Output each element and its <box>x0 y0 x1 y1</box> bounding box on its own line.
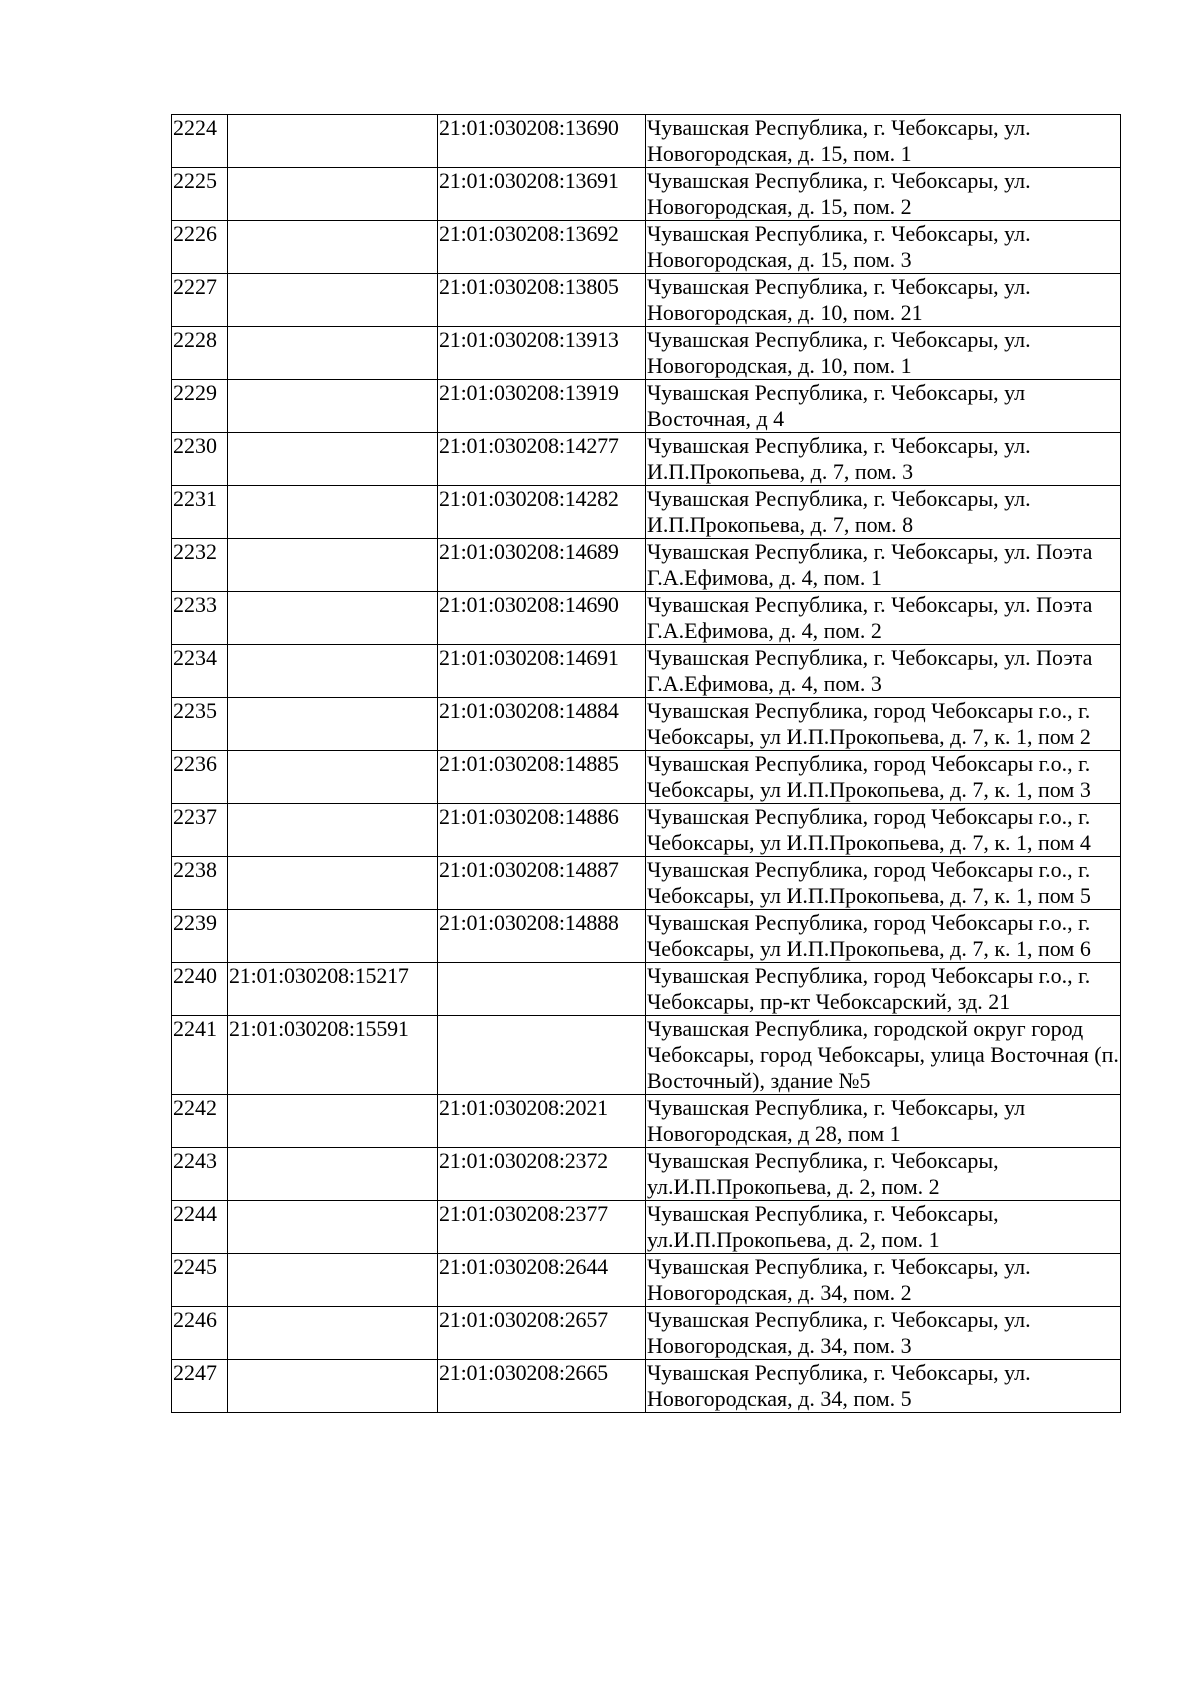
table-row <box>172 274 1121 327</box>
address-cell: Чувашская Республика, г. Чебоксары, ул. И.П.Прокопьева, д. 7, пом. 3 <box>646 433 1121 486</box>
table-row <box>172 698 1121 751</box>
row-number-cell: 2234 <box>172 645 228 698</box>
building-cadastral-number-cell <box>228 1307 438 1360</box>
row-number-cell: 2224 <box>172 115 228 168</box>
address-cell: Чувашская Республика, г. Чебоксары, ул. Новогородская, д. 15, пом. 2 <box>646 168 1121 221</box>
premises-cadastral-number-cell: 21:01:030208:14885 <box>438 751 646 804</box>
building-cadastral-number-cell <box>228 1148 438 1201</box>
row-number-cell: 2229 <box>172 380 228 433</box>
building-cadastral-number-cell <box>228 751 438 804</box>
address-cell: Чувашская Республика, г. Чебоксары, ул. Новогородская, д. 10, пом. 1 <box>646 327 1121 380</box>
building-cadastral-number-cell <box>228 698 438 751</box>
property-registry-table <box>171 114 1121 1413</box>
table-row <box>172 1201 1121 1254</box>
building-cadastral-number-cell <box>228 380 438 433</box>
building-cadastral-number-cell <box>228 115 438 168</box>
building-cadastral-number-cell <box>228 857 438 910</box>
premises-cadastral-number-cell <box>438 1016 646 1095</box>
address-cell: Чувашская Республика, г. Чебоксары, ул. Поэта Г.А.Ефимова, д. 4, пом. 3 <box>646 645 1121 698</box>
row-number-cell: 2228 <box>172 327 228 380</box>
row-number-cell: 2226 <box>172 221 228 274</box>
address-cell: Чувашская Республика, г. Чебоксары, ул. Новогородская, д. 34, пом. 5 <box>646 1360 1121 1413</box>
address-cell: Чувашская Республика, г. Чебоксары, ул. Новогородская, д. 34, пом. 3 <box>646 1307 1121 1360</box>
document-page <box>171 114 1120 1413</box>
table-row <box>172 486 1121 539</box>
table-row <box>172 1095 1121 1148</box>
building-cadastral-number-cell <box>228 486 438 539</box>
row-number-cell: 2243 <box>172 1148 228 1201</box>
building-cadastral-number-cell <box>228 274 438 327</box>
building-cadastral-number-cell <box>228 1201 438 1254</box>
row-number-cell: 2233 <box>172 592 228 645</box>
building-cadastral-number-cell <box>228 1360 438 1413</box>
row-number-cell: 2230 <box>172 433 228 486</box>
address-cell: Чувашская Республика, г. Чебоксары, ул. Новогородская, д. 15, пом. 3 <box>646 221 1121 274</box>
row-number-cell: 2231 <box>172 486 228 539</box>
premises-cadastral-number-cell: 21:01:030208:13913 <box>438 327 646 380</box>
address-cell: Чувашская Республика, город Чебоксары г.о., г. Чебоксары, ул И.П.Прокопьева, д. 7, к. 1, пом 5 <box>646 857 1121 910</box>
address-cell: Чувашская Республика, г. Чебоксары, ул.И.П.Прокопьева, д. 2, пом. 2 <box>646 1148 1121 1201</box>
table-row <box>172 804 1121 857</box>
address-cell: Чувашская Республика, город Чебоксары г.о., г. Чебоксары, ул И.П.Прокопьева, д. 7, к. 1, пом 6 <box>646 910 1121 963</box>
table-row <box>172 751 1121 804</box>
premises-cadastral-number-cell: 21:01:030208:2665 <box>438 1360 646 1413</box>
building-cadastral-number-cell <box>228 221 438 274</box>
row-number-cell: 2238 <box>172 857 228 910</box>
row-number-cell: 2242 <box>172 1095 228 1148</box>
address-cell: Чувашская Республика, город Чебоксары г.о., г. Чебоксары, ул И.П.Прокопьева, д. 7, к. 1, пом 3 <box>646 751 1121 804</box>
row-number-cell: 2235 <box>172 698 228 751</box>
row-number-cell: 2240 <box>172 963 228 1016</box>
building-cadastral-number-cell <box>228 1095 438 1148</box>
address-cell: Чувашская Республика, г. Чебоксары, ул Новогородская, д 28, пом 1 <box>646 1095 1121 1148</box>
building-cadastral-number-cell <box>228 1254 438 1307</box>
table-row <box>172 857 1121 910</box>
row-number-cell: 2227 <box>172 274 228 327</box>
building-cadastral-number-cell <box>228 539 438 592</box>
address-cell: Чувашская Республика, г. Чебоксары, ул. Поэта Г.А.Ефимова, д. 4, пом. 1 <box>646 539 1121 592</box>
address-cell: Чувашская Республика, г. Чебоксары, ул. И.П.Прокопьева, д. 7, пом. 8 <box>646 486 1121 539</box>
address-cell: Чувашская Республика, г. Чебоксары, ул. Новогородская, д. 15, пом. 1 <box>646 115 1121 168</box>
table-row <box>172 963 1121 1016</box>
table-row <box>172 327 1121 380</box>
table-row <box>172 115 1121 168</box>
table-row <box>172 1148 1121 1201</box>
premises-cadastral-number-cell: 21:01:030208:2372 <box>438 1148 646 1201</box>
premises-cadastral-number-cell: 21:01:030208:14277 <box>438 433 646 486</box>
building-cadastral-number-cell <box>228 804 438 857</box>
row-number-cell: 2239 <box>172 910 228 963</box>
building-cadastral-number-cell <box>228 327 438 380</box>
premises-cadastral-number-cell: 21:01:030208:14689 <box>438 539 646 592</box>
table-row <box>172 592 1121 645</box>
table-row <box>172 1360 1121 1413</box>
table-row <box>172 645 1121 698</box>
table-row <box>172 1016 1121 1095</box>
building-cadastral-number-cell: 21:01:030208:15217 <box>228 963 438 1016</box>
premises-cadastral-number-cell: 21:01:030208:13692 <box>438 221 646 274</box>
premises-cadastral-number-cell: 21:01:030208:13919 <box>438 380 646 433</box>
premises-cadastral-number-cell: 21:01:030208:14886 <box>438 804 646 857</box>
premises-cadastral-number-cell: 21:01:030208:2377 <box>438 1201 646 1254</box>
premises-cadastral-number-cell: 21:01:030208:13805 <box>438 274 646 327</box>
premises-cadastral-number-cell: 21:01:030208:14887 <box>438 857 646 910</box>
address-cell: Чувашская Республика, г. Чебоксары, ул. Новогородская, д. 10, пом. 21 <box>646 274 1121 327</box>
building-cadastral-number-cell <box>228 645 438 698</box>
row-number-cell: 2247 <box>172 1360 228 1413</box>
table-body <box>172 115 1121 1413</box>
building-cadastral-number-cell <box>228 910 438 963</box>
premises-cadastral-number-cell: 21:01:030208:2657 <box>438 1307 646 1360</box>
premises-cadastral-number-cell: 21:01:030208:14888 <box>438 910 646 963</box>
row-number-cell: 2241 <box>172 1016 228 1095</box>
row-number-cell: 2245 <box>172 1254 228 1307</box>
building-cadastral-number-cell <box>228 433 438 486</box>
row-number-cell: 2232 <box>172 539 228 592</box>
address-cell: Чувашская Республика, г. Чебоксары, ул.И.П.Прокопьева, д. 2, пом. 1 <box>646 1201 1121 1254</box>
premises-cadastral-number-cell: 21:01:030208:13691 <box>438 168 646 221</box>
building-cadastral-number-cell <box>228 168 438 221</box>
address-cell: Чувашская Республика, городской округ город Чебоксары, город Чебоксары, улица Восточная (п. Восточный), здание №5 <box>647 1016 1119 1093</box>
premises-cadastral-number-cell: 21:01:030208:14691 <box>438 645 646 698</box>
row-number-cell: 2225 <box>172 168 228 221</box>
building-cadastral-number-cell: 21:01:030208:15591 <box>228 1016 438 1095</box>
table-row <box>172 539 1121 592</box>
table-row <box>172 910 1121 963</box>
premises-cadastral-number-cell: 21:01:030208:14690 <box>438 592 646 645</box>
premises-cadastral-number-cell: 21:01:030208:13690 <box>438 115 646 168</box>
building-cadastral-number-cell <box>228 592 438 645</box>
row-number-cell: 2246 <box>172 1307 228 1360</box>
row-number-cell: 2236 <box>172 751 228 804</box>
premises-cadastral-number-cell: 21:01:030208:2021 <box>438 1095 646 1148</box>
premises-cadastral-number-cell <box>438 963 646 1016</box>
row-number-cell: 2237 <box>172 804 228 857</box>
address-cell: Чувашская Республика, г. Чебоксары, ул Восточная, д 4 <box>646 380 1121 433</box>
row-number-cell: 2244 <box>172 1201 228 1254</box>
table-row <box>172 433 1121 486</box>
table-row <box>172 221 1121 274</box>
premises-cadastral-number-cell: 21:01:030208:14884 <box>438 698 646 751</box>
address-cell: Чувашская Республика, город Чебоксары г.о., г. Чебоксары, пр-кт Чебоксарский, зд. 21 <box>646 963 1121 1016</box>
premises-cadastral-number-cell: 21:01:030208:2644 <box>438 1254 646 1307</box>
address-cell: Чувашская Республика, город Чебоксары г.о., г. Чебоксары, ул И.П.Прокопьева, д. 7, к. 1, пом 4 <box>646 804 1121 857</box>
table-row <box>172 380 1121 433</box>
address-cell: Чувашская Республика, г. Чебоксары, ул. Новогородская, д. 34, пом. 2 <box>646 1254 1121 1307</box>
table-row <box>172 168 1121 221</box>
premises-cadastral-number-cell: 21:01:030208:14282 <box>438 486 646 539</box>
address-cell: Чувашская Республика, город Чебоксары г.о., г. Чебоксары, ул И.П.Прокопьева, д. 7, к. 1, пом 2 <box>646 698 1121 751</box>
table-row <box>172 1307 1121 1360</box>
address-cell: Чувашская Республика, г. Чебоксары, ул. Поэта Г.А.Ефимова, д. 4, пом. 2 <box>646 592 1121 645</box>
table-row <box>172 1254 1121 1307</box>
